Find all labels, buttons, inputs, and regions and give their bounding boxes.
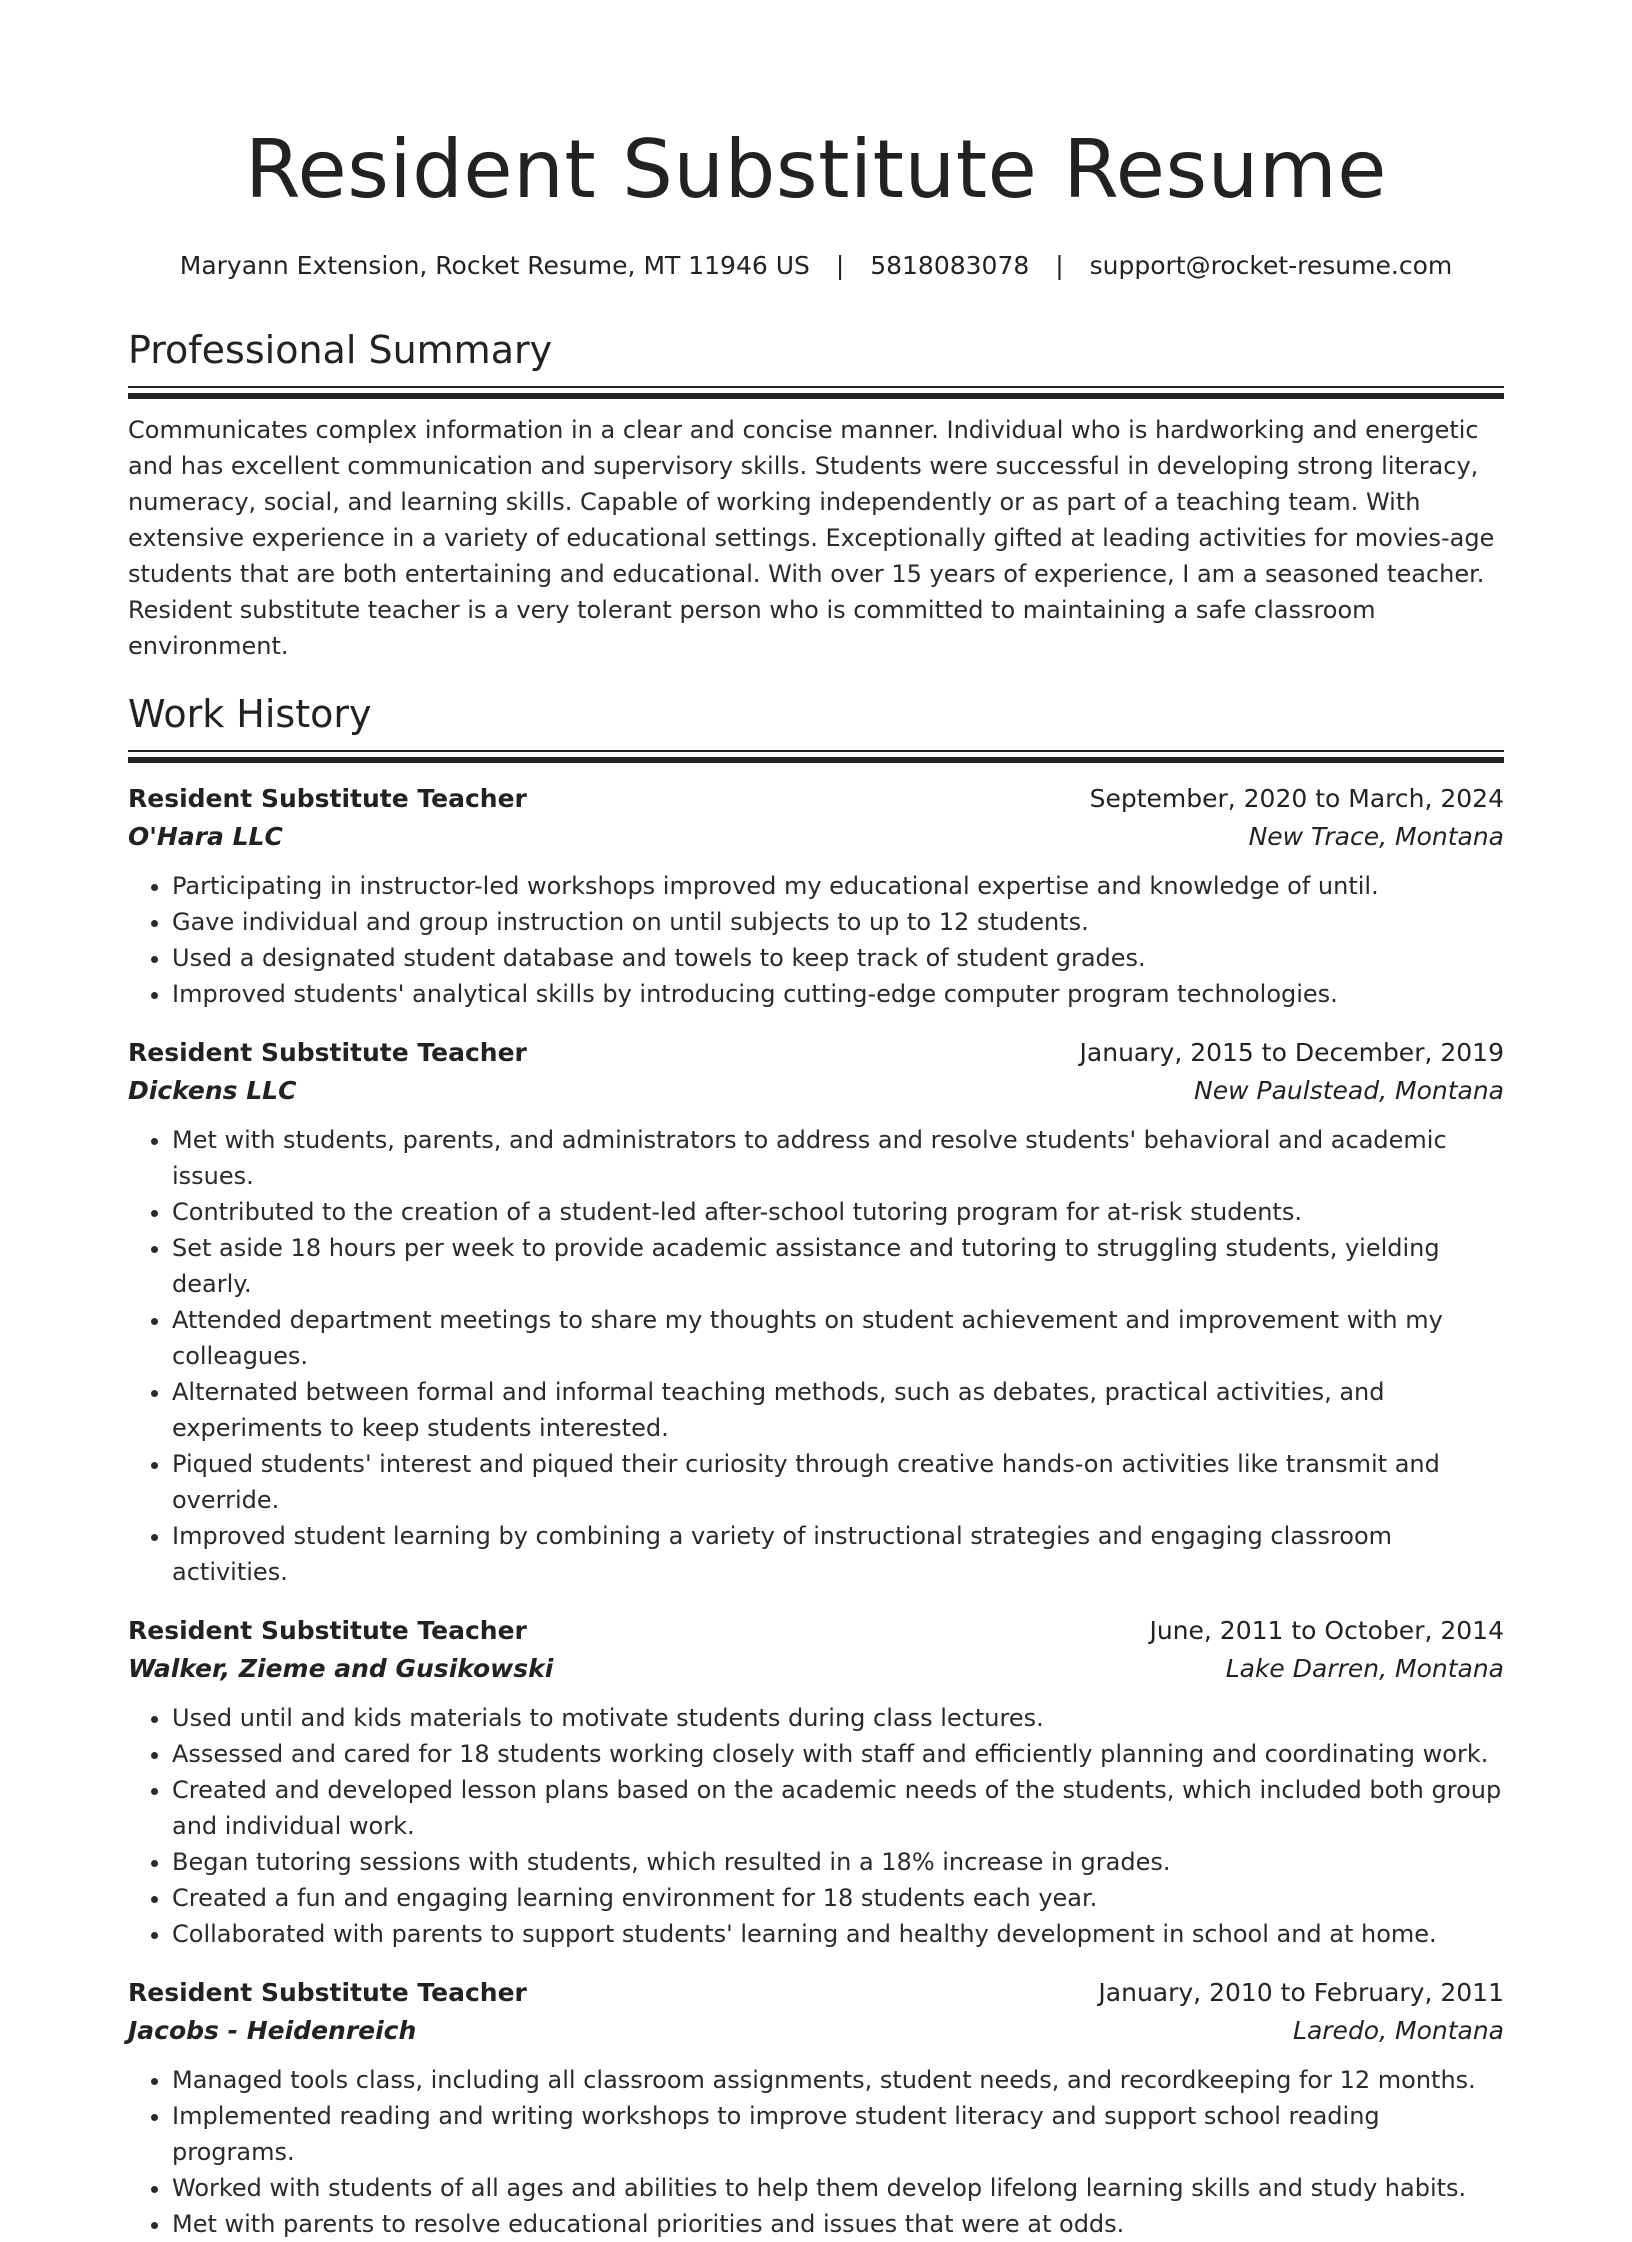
job-bullet: • Managed tools class, including all classroom assignments, student needs, and recordkeeping for 12 months.: [172, 2062, 1504, 2098]
job-bullet: • Piqued students' interest and piqued their curiosity through creative hands-on activities like transmit and override.: [172, 1446, 1504, 1518]
job-bullet: • Met with parents to resolve educational priorities and issues that were at odds.: [172, 2206, 1504, 2242]
job-bullet: • Participating in instructor-led workshops improved my educational expertise and knowledge of until.: [172, 868, 1504, 904]
summary-text: Communicates complex information in a clear and concise manner. Individual who is hardworking and energetic and has excellent communication and supervisory skills. Students were successful in developing strong literacy, numeracy, social, and learning skills. Capable of working independently or as part of a teaching team. With extensive experience in a variety of educational settings. Exceptionally gifted at leading activities for movies-age students that are both entertaining and educational. With over 15 years of experience, I am a seasoned teacher. Resident substitute teacher is a very tolerant person who is committed to maintaining a safe classroom environment.: [128, 416, 1495, 660]
job-bullet: • Contributed to the creation of a student-led after-school tutoring program for at-risk students.: [172, 1194, 1504, 1230]
job-bullet: • Used a designated student database and towels to keep track of student grades.: [172, 940, 1504, 976]
job-entry: [128, 1612, 1504, 1952]
job-bullets: [128, 868, 1504, 1012]
section-divider: [128, 750, 1504, 762]
job-entry: [128, 1974, 1504, 2242]
job-dates: September, 2020 to March, 2024: [1089, 784, 1504, 813]
job-company: Dickens LLC: [128, 1076, 297, 1105]
job-company: O'Hara LLC: [128, 822, 283, 851]
job-bullet: • Worked with students of all ages and abilities to help them develop lifelong learning skills and study habits.: [172, 2170, 1504, 2206]
job-title: Resident Substitute Teacher: [128, 1038, 527, 1067]
job-bullets: [128, 2062, 1504, 2242]
contact-separator: |: [1055, 251, 1064, 280]
job-location: New Trace, Montana: [1248, 822, 1504, 851]
job-location: New Paulstead, Montana: [1194, 1076, 1504, 1105]
job-dates: June, 2011 to October, 2014: [1149, 1616, 1504, 1645]
job-bullet: • Created and developed lesson plans based on the academic needs of the students, which included both group and individual work.: [172, 1772, 1504, 1844]
job-bullet: • Began tutoring sessions with students, which resulted in a 18% increase in grades.: [172, 1844, 1504, 1880]
job-bullet: • Improved student learning by combining a variety of instructional strategies and engaging classroom activities.: [172, 1518, 1504, 1590]
job-bullet: • Attended department meetings to share my thoughts on student achievement and improvement with my colleagues.: [172, 1302, 1504, 1374]
job-location: Laredo, Montana: [1293, 2016, 1504, 2045]
work-history-heading: Work History: [128, 692, 372, 736]
job-location: Lake Darren, Montana: [1225, 1654, 1504, 1683]
job-bullets: [128, 1700, 1504, 1952]
job-company: Jacobs - Heidenreich: [128, 2016, 417, 2045]
job-bullet: • Assessed and cared for 18 students working closely with staff and efficiently planning and coordinating work.: [172, 1736, 1504, 1772]
contact-separator: |: [835, 251, 845, 280]
contact-address: Maryann Extension, Rocket Resume, MT 11946 US: [179, 251, 810, 280]
contact-line: [128, 248, 1504, 284]
job-bullet: • Improved students' analytical skills by introducing cutting-edge computer program technologies.: [172, 976, 1504, 1012]
job-bullet: • Collaborated with parents to support students' learning and healthy development in school and at home.: [172, 1916, 1504, 1952]
section-divider: [128, 386, 1504, 398]
contact-email: support@rocket-resume.com: [1089, 251, 1453, 280]
job-company: Walker, Zieme and Gusikowski: [128, 1654, 554, 1683]
job-bullet: • Used until and kids materials to motivate students during class lectures.: [172, 1700, 1504, 1736]
job-bullets: [128, 1122, 1504, 1590]
job-bullet: • Set aside 18 hours per week to provide academic assistance and tutoring to struggling students, yielding dearly.: [172, 1230, 1504, 1302]
job-bullet: • Created a fun and engaging learning environment for 18 students each year.: [172, 1880, 1504, 1916]
job-dates: January, 2010 to February, 2011: [1098, 1978, 1504, 2007]
work-history-list: [128, 780, 1504, 2242]
job-bullet: • Gave individual and group instruction on until subjects to up to 12 students.: [172, 904, 1504, 940]
job-title: Resident Substitute Teacher: [128, 1616, 527, 1645]
resume-title: Resident Substitute Resume: [245, 123, 1387, 216]
job-title: Resident Substitute Teacher: [128, 1978, 527, 2007]
job-bullet: • Alternated between formal and informal teaching methods, such as debates, practical activities, and experiments to keep students interested.: [172, 1374, 1504, 1446]
job-title: Resident Substitute Teacher: [128, 784, 527, 813]
job-entry: [128, 780, 1504, 1012]
job-entry: [128, 1034, 1504, 1590]
job-dates: January, 2015 to December, 2019: [1079, 1038, 1504, 1067]
summary-heading: Professional Summary: [128, 328, 553, 372]
contact-phone: 5818083078: [870, 251, 1030, 280]
job-bullet: • Implemented reading and writing workshops to improve student literacy and support school reading programs.: [172, 2098, 1504, 2170]
job-bullet: • Met with students, parents, and administrators to address and resolve students' behavioral and academic issues.: [172, 1122, 1504, 1194]
